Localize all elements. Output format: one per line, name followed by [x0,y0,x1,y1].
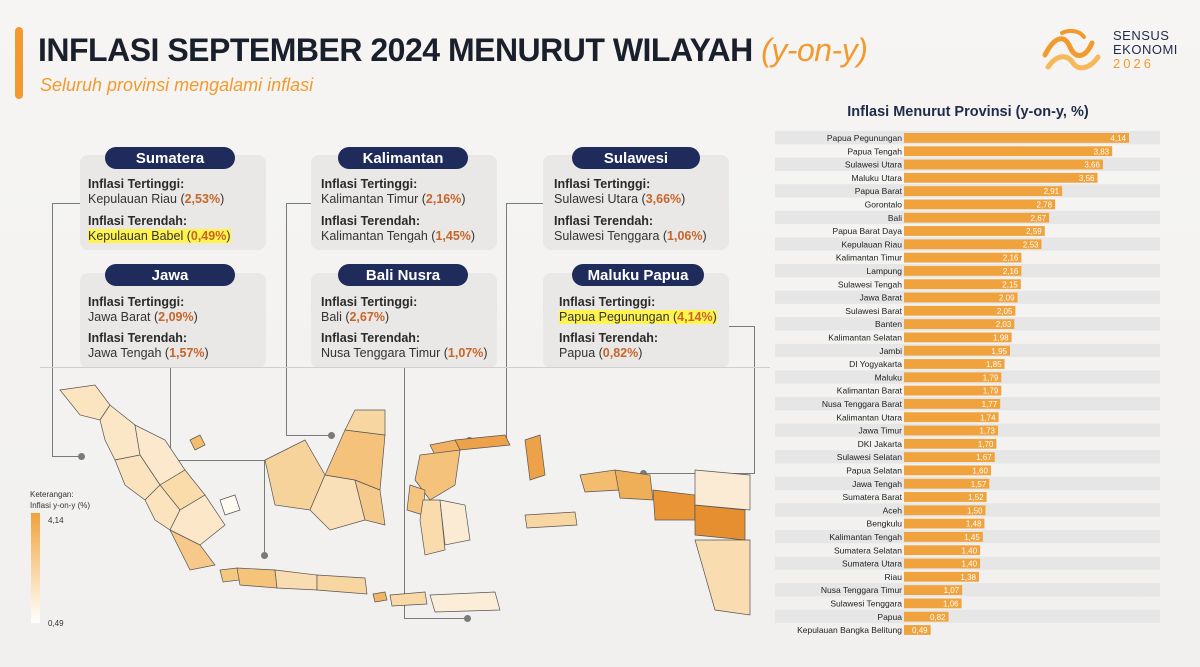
high-value: 3,66% [645,192,682,206]
value-label: 1,77 [981,400,998,409]
bar [904,226,1045,236]
map-ntb [390,592,427,606]
map-papua-barat-daya [580,470,620,492]
category-label: Papua Selatan [846,465,902,476]
low-value-line: Kepulauan Babel (0,49%) [88,229,231,243]
legend-title [30,489,90,511]
value-label: 1,74 [979,413,996,423]
value-label: 1,85 [985,360,1002,370]
value-label: 3,83 [1093,147,1110,157]
map-papua-selatan [695,540,750,615]
page-subtitle: Seluruh provinsi mengalami inflasi [40,75,314,95]
high-value: 2,09% [158,310,194,324]
value-label: 1,52 [968,493,984,503]
high-value: 4,14% [677,310,713,324]
category-label: Gorontalo [864,199,902,210]
high-value-line: Sulawesi Utara (3,66%) [554,192,686,206]
category-label: Kepulauan Riau [841,239,902,250]
connector-sulawesi [506,203,543,204]
value-label: 2,15 [1002,280,1018,290]
title-main: INFLASI SEPTEMBER 2024 MENURUT WILAYAH [38,32,753,68]
region-label-maluku-papua: Maluku Papua [572,264,704,286]
low-province: Papua [559,346,596,360]
region-label-sumatera: Sumatera [105,147,235,169]
category-label: Papua Tengah [847,146,902,157]
region-label-bali-nusra: Bali Nusra [338,264,468,286]
map-separator [40,367,770,368]
category-label: Nusa Tenggara Barat [821,399,902,409]
map-kepri [190,435,205,450]
logo-text [1113,29,1178,71]
low-value: 1,57% [169,346,205,360]
map-ntt [430,592,500,612]
value-label: 2,78 [1036,200,1053,210]
category-label: Sulawesi Tenggara [830,598,902,609]
value-label: 4,14 [1110,134,1126,143]
high-province: Kalimantan Timur [321,192,419,206]
low-value-line: Nusa Tenggara Timur (1,07%) [321,346,488,360]
category-label: Aceh [882,505,902,516]
value-label: 1,48 [965,519,982,529]
logo-line-3: 2026 [1113,56,1154,71]
high-value: 2,67% [349,310,385,324]
category-label: Bali [887,212,902,223]
region-label-kalimantan: Kalimantan [338,147,468,169]
bar [904,133,1129,143]
category-label: Kepulauan Bangka Belitung [797,625,902,636]
bar [904,173,1097,183]
high-label: Inflasi Tertinggi: [559,295,656,309]
low-province: Kalimantan Tengah [321,229,428,243]
high-value: 2,53% [184,192,221,206]
bar [904,213,1049,223]
value-label: 1,50 [966,506,983,516]
value-label: 1,67 [976,453,992,463]
low-label: Inflasi Terendah: [88,214,188,228]
map-babel [220,495,240,515]
low-province: Nusa Tenggara Timur [321,346,441,360]
value-label: 1,95 [991,346,1007,356]
low-province: Kepulauan Babel [88,229,184,243]
map-banten [220,568,240,582]
logo-line-1: SENSUS [1113,28,1170,43]
value-label: 2,05 [996,306,1013,316]
category-label: Kalimantan Tengah [829,532,902,542]
map-papua-pegunungan [695,505,745,540]
region-label-sulawesi: Sulawesi [572,147,700,169]
category-label: Papua Barat [854,186,902,197]
high-value-line: Papua Pegunungan (4,14%) [559,310,717,324]
high-province: Bali [321,310,342,324]
category-label: Kalimantan Timur [835,252,902,263]
value-label: 2,03 [995,320,1012,330]
low-value: 1,45% [435,229,471,243]
connector-kalimantan [286,203,311,204]
category-label: Jambi [879,345,902,356]
map-sumatera-utara [100,405,140,460]
low-value: 1,06% [667,229,703,243]
value-label: 0,49 [912,626,928,636]
title-yoy: (y-on-y) [761,32,868,68]
value-label: 1,98 [993,333,1009,343]
value-label: 1,70 [977,439,994,449]
category-label: Lampung [866,266,902,276]
low-label: Inflasi Terendah: [88,331,188,345]
map-papua [695,470,750,510]
value-label: 2,91 [1043,187,1060,197]
legend-min: 0,49 [48,619,64,628]
value-label: 2,16 [1002,267,1019,276]
high-label: Inflasi Tertinggi: [321,295,418,309]
map-bali [373,592,387,602]
low-value: 0,82% [602,346,639,360]
map-maluku-utara [525,435,545,480]
high-province: Jawa Barat [88,310,151,324]
category-label: Sulawesi Tengah [837,279,902,290]
map-sulawesi-utara [455,435,510,450]
low-label: Inflasi Terendah: [321,214,421,228]
low-value-line: Sulawesi Tenggara (1,06%) [554,229,707,243]
category-label: Maluku [874,372,902,383]
high-province: Sulawesi Utara [554,192,639,206]
connector-sumatera [52,203,80,204]
value-label: 1,79 [982,373,999,383]
province-inflation-bar-chart [770,128,1165,636]
value-label: 1,38 [960,572,976,582]
map-papua-barat [615,470,653,500]
category-label: Jawa Tengah [852,478,902,489]
legend-max: 4,14 [48,516,64,525]
category-label: Jawa Barat [859,292,902,303]
high-label: Inflasi Tertinggi: [321,177,418,191]
value-label: 1,40 [961,546,978,556]
value-label: 3,56 [1078,173,1095,183]
low-value-line: Papua (0,82%) [559,346,643,360]
category-label: Maluku Utara [851,172,902,183]
map-jawa-barat [237,568,277,588]
high-label: Inflasi Tertinggi: [88,177,185,191]
category-label: Sulawesi Barat [845,305,902,316]
high-value-line: Kepulauan Riau (2,53%) [88,192,225,206]
high-value-line: Bali (2,67%) [321,310,390,324]
category-label: DI Yogyakarta [849,359,902,370]
value-label: 1,40 [961,559,978,569]
low-label: Inflasi Terendah: [559,331,659,345]
category-label: Banten [875,319,902,330]
category-label: Kalimantan Barat [836,385,902,396]
category-label: Kalimantan Utara [836,412,902,423]
row-band [775,610,1160,623]
chart-title: Inflasi Menurut Provinsi (y-on-y, %) [847,104,1089,120]
category-label: Sumatera Selatan [833,545,902,556]
title-accent-bar [15,27,23,99]
bar [904,146,1112,156]
legend-color-scale [31,513,40,623]
map-jawa-timur [317,575,367,594]
value-label: 1,57 [970,479,987,489]
high-province: Kepulauan Riau [88,192,177,206]
connector-maluku-papua [729,326,755,327]
bar [904,239,1042,249]
category-label: Riau [884,571,902,582]
category-label: Sulawesi Selatan [836,452,902,463]
high-value-line: Kalimantan Timur (2,16%) [321,192,466,206]
legend-title-line-1: Keterangan: [30,490,74,499]
value-label: 2,53 [1022,240,1039,250]
value-label: 2,67 [1030,213,1047,223]
category-label: Papua Barat Daya [832,226,902,237]
low-value: 1,07% [447,346,484,360]
legend-title-line-2: Inflasi y-on-y (%) [30,501,91,510]
value-label: 1,73 [979,426,996,436]
low-value: 0,49% [190,229,227,243]
logo-line-2: EKONOMI [1113,42,1178,57]
value-label: 1,60 [972,466,988,476]
bar [904,200,1055,210]
high-province: Papua Pegunungan [559,310,670,324]
page-title [38,32,867,69]
map-papua-tengah [653,490,695,520]
connector-sumatera [52,203,53,456]
category-label: Jawa Timur [858,425,902,436]
value-label: 0,82 [929,612,946,622]
category-label: Papua [877,611,902,622]
category-label: Sumatera Utara [842,558,902,569]
low-label: Inflasi Terendah: [321,331,421,345]
value-label: 1,06 [943,599,959,609]
value-label: 3,66 [1084,160,1100,170]
bar [904,160,1103,170]
value-label: 2,59 [1026,227,1042,237]
value-label: 1,07 [943,586,960,596]
map-maluku [525,512,577,528]
value-label: 2,09 [999,293,1015,303]
map-aceh [60,385,110,420]
value-label: 2,16 [1002,253,1019,263]
map-jawa-tengah [275,570,317,590]
value-label: 1,79 [982,386,999,396]
low-value-line: Kalimantan Tengah (1,45%) [321,229,476,243]
high-label: Inflasi Tertinggi: [554,177,651,191]
value-label: 1,45 [964,533,980,542]
category-label: Sumatera Barat [842,492,902,503]
category-label: Kalimantan Selatan [828,332,902,343]
indonesia-map [55,380,755,645]
category-label: DKI Jakarta [857,438,902,449]
high-value: 2,16% [425,192,462,206]
low-province: Sulawesi Tenggara [554,229,660,243]
high-value-line: Jawa Barat (2,09%) [88,310,198,324]
map-sulawesi-tenggara [440,500,470,545]
region-label-jawa: Jawa [105,264,235,286]
category-label: Nusa Tenggara Timur [820,585,902,596]
high-label: Inflasi Tertinggi: [88,295,185,309]
category-label: Papua Pegunungan [826,133,902,143]
low-province: Jawa Tengah [88,346,162,360]
low-value-line: Jawa Tengah (1,57%) [88,346,209,360]
bar [904,186,1062,196]
category-label: Sulawesi Utara [844,159,902,170]
low-label: Inflasi Terendah: [554,214,654,228]
category-label: Bengkulu [866,518,902,529]
